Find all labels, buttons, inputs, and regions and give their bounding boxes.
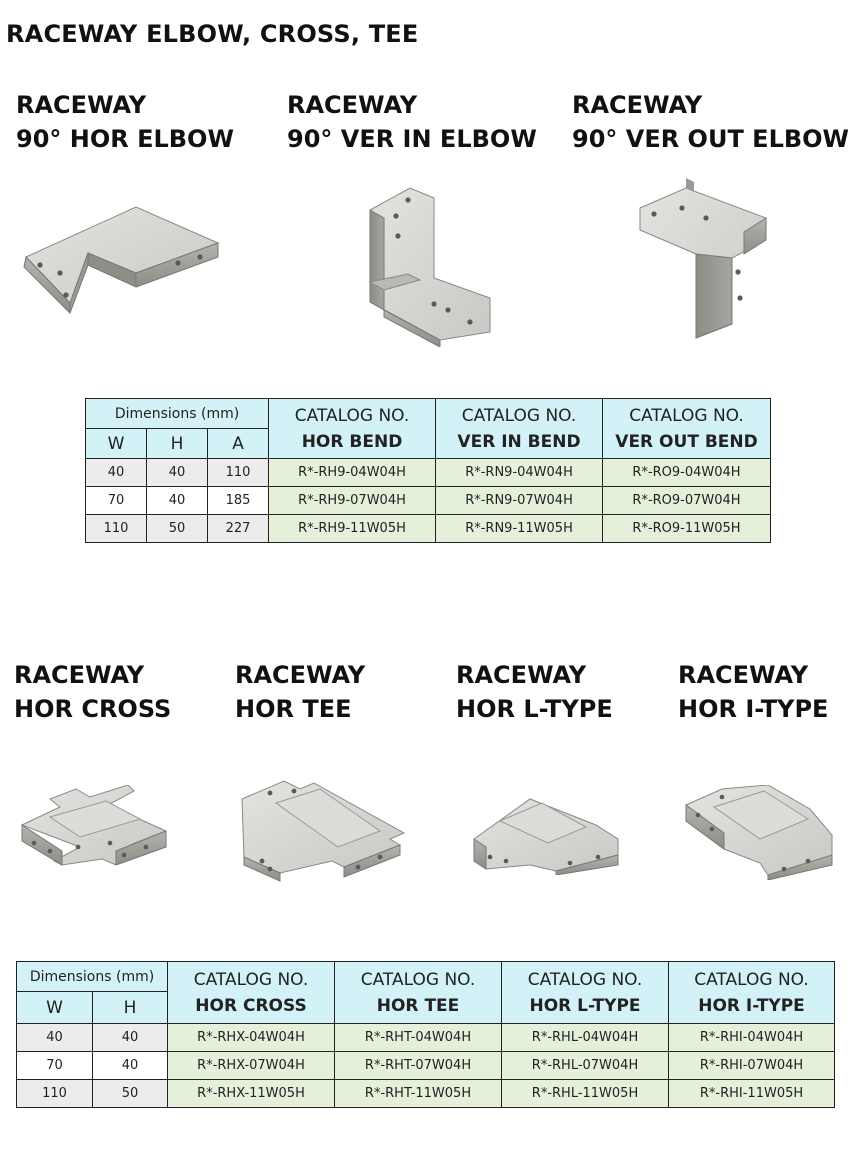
catalog-code: R*-RHX-07W04H: [168, 1052, 335, 1080]
catalog-code: R*-RN9-04W04H: [436, 459, 603, 487]
catalog-code: R*-RHI-11W05H: [669, 1080, 835, 1108]
product-title-line: 90° VER IN ELBOW: [287, 125, 537, 153]
catalog-header: CATALOG NO. HOR TEE: [335, 962, 502, 1024]
catalog-code: R*-RH9-04W04H: [269, 459, 436, 487]
table-row: [17, 1052, 835, 1080]
product-title-line: HOR CROSS: [14, 695, 172, 723]
catalog-header: CATALOG NO. HOR CROSS: [168, 962, 335, 1024]
catalog-header: CATALOG NO. HOR L-TYPE: [502, 962, 669, 1024]
column-header-h: H: [93, 992, 168, 1024]
dims-header: Dimensions (mm): [17, 962, 168, 992]
product-title-line: RACEWAY: [16, 91, 147, 119]
page-title: RACEWAY ELBOW, CROSS, TEE: [6, 20, 419, 48]
product-title-hor-elbow: [16, 88, 234, 156]
product-title-line: RACEWAY: [678, 661, 809, 689]
catalog-code: R*-RHL-07W04H: [502, 1052, 669, 1080]
table-row: [86, 487, 771, 515]
product-title-line: HOR TEE: [235, 695, 352, 723]
catalog-code: R*-RHT-07W04H: [335, 1052, 502, 1080]
cell: 185: [208, 487, 269, 515]
catalog-code: R*-RHX-11W05H: [168, 1080, 335, 1108]
catalog-code: R*-RHL-04W04H: [502, 1024, 669, 1052]
column-header-w: W: [86, 429, 147, 459]
product-title-hor-tee: [235, 658, 365, 726]
catalog-code: R*-RH9-07W04H: [269, 487, 436, 515]
catalog-code: R*-RHI-04W04H: [669, 1024, 835, 1052]
cell: 50: [93, 1080, 168, 1108]
catalog-code: R*-RN9-11W05H: [436, 515, 603, 543]
cell: 70: [17, 1052, 93, 1080]
cell: 40: [17, 1024, 93, 1052]
product-title-line: RACEWAY: [235, 661, 366, 689]
column-header-w: W: [17, 992, 93, 1024]
cell: 40: [86, 459, 147, 487]
product-title-hor-cross: [14, 658, 171, 726]
cell: 70: [86, 487, 147, 515]
column-header-h: H: [147, 429, 208, 459]
table-row: [86, 459, 771, 487]
cell: 110: [17, 1080, 93, 1108]
hor-l-type-image: [470, 795, 620, 875]
cell: 40: [147, 487, 208, 515]
product-title-hor-i-type: [678, 658, 828, 726]
catalog-code: R*-RO9-04W04H: [603, 459, 771, 487]
product-title-line: 90° VER OUT ELBOW: [572, 125, 850, 153]
cell: 40: [93, 1024, 168, 1052]
product-title-line: HOR L-TYPE: [456, 695, 613, 723]
hor-cross-image: [20, 785, 170, 870]
catalog-code: R*-RH9-11W05H: [269, 515, 436, 543]
catalog-header: CATALOG NO. HOR BEND: [269, 399, 436, 459]
table-row: [17, 1080, 835, 1108]
spec-table-elbow: [85, 398, 771, 543]
ver-out-elbow-image: [636, 178, 771, 340]
column-header-a: A: [208, 429, 269, 459]
spec-table-cross-tee: [16, 961, 835, 1108]
hor-elbow-image: [18, 195, 228, 315]
table-row: [17, 1024, 835, 1052]
catalog-code: R*-RN9-07W04H: [436, 487, 603, 515]
hor-i-type-image: [684, 785, 834, 880]
table-row: [86, 515, 771, 543]
catalog-code: R*-RHT-04W04H: [335, 1024, 502, 1052]
product-title-line: HOR I-TYPE: [678, 695, 829, 723]
catalog-code: R*-RHT-11W05H: [335, 1080, 502, 1108]
ver-in-elbow-image: [360, 182, 500, 347]
product-title-ver-in-elbow: [287, 88, 537, 156]
cell: 50: [147, 515, 208, 543]
cell: 40: [147, 459, 208, 487]
catalog-header: CATALOG NO. VER OUT BEND: [603, 399, 771, 459]
product-title-line: RACEWAY: [456, 661, 587, 689]
product-title-line: RACEWAY: [287, 91, 418, 119]
catalog-code: R*-RO9-11W05H: [603, 515, 771, 543]
catalog-header: CATALOG NO. VER IN BEND: [436, 399, 603, 459]
product-title-line: RACEWAY: [14, 661, 145, 689]
product-title-line: 90° HOR ELBOW: [16, 125, 234, 153]
catalog-code: R*-RHX-04W04H: [168, 1024, 335, 1052]
product-title-ver-out-elbow: [572, 88, 849, 156]
product-title-line: RACEWAY: [572, 91, 703, 119]
catalog-code: R*-RHI-07W04H: [669, 1052, 835, 1080]
catalog-code: R*-RHL-11W05H: [502, 1080, 669, 1108]
cell: 110: [208, 459, 269, 487]
catalog-header: CATALOG NO. HOR I-TYPE: [669, 962, 835, 1024]
cell: 110: [86, 515, 147, 543]
cell: 227: [208, 515, 269, 543]
dims-header: Dimensions (mm): [86, 399, 269, 429]
cell: 40: [93, 1052, 168, 1080]
catalog-code: R*-RO9-07W04H: [603, 487, 771, 515]
hor-tee-image: [240, 773, 405, 883]
product-title-hor-l-type: [456, 658, 613, 726]
